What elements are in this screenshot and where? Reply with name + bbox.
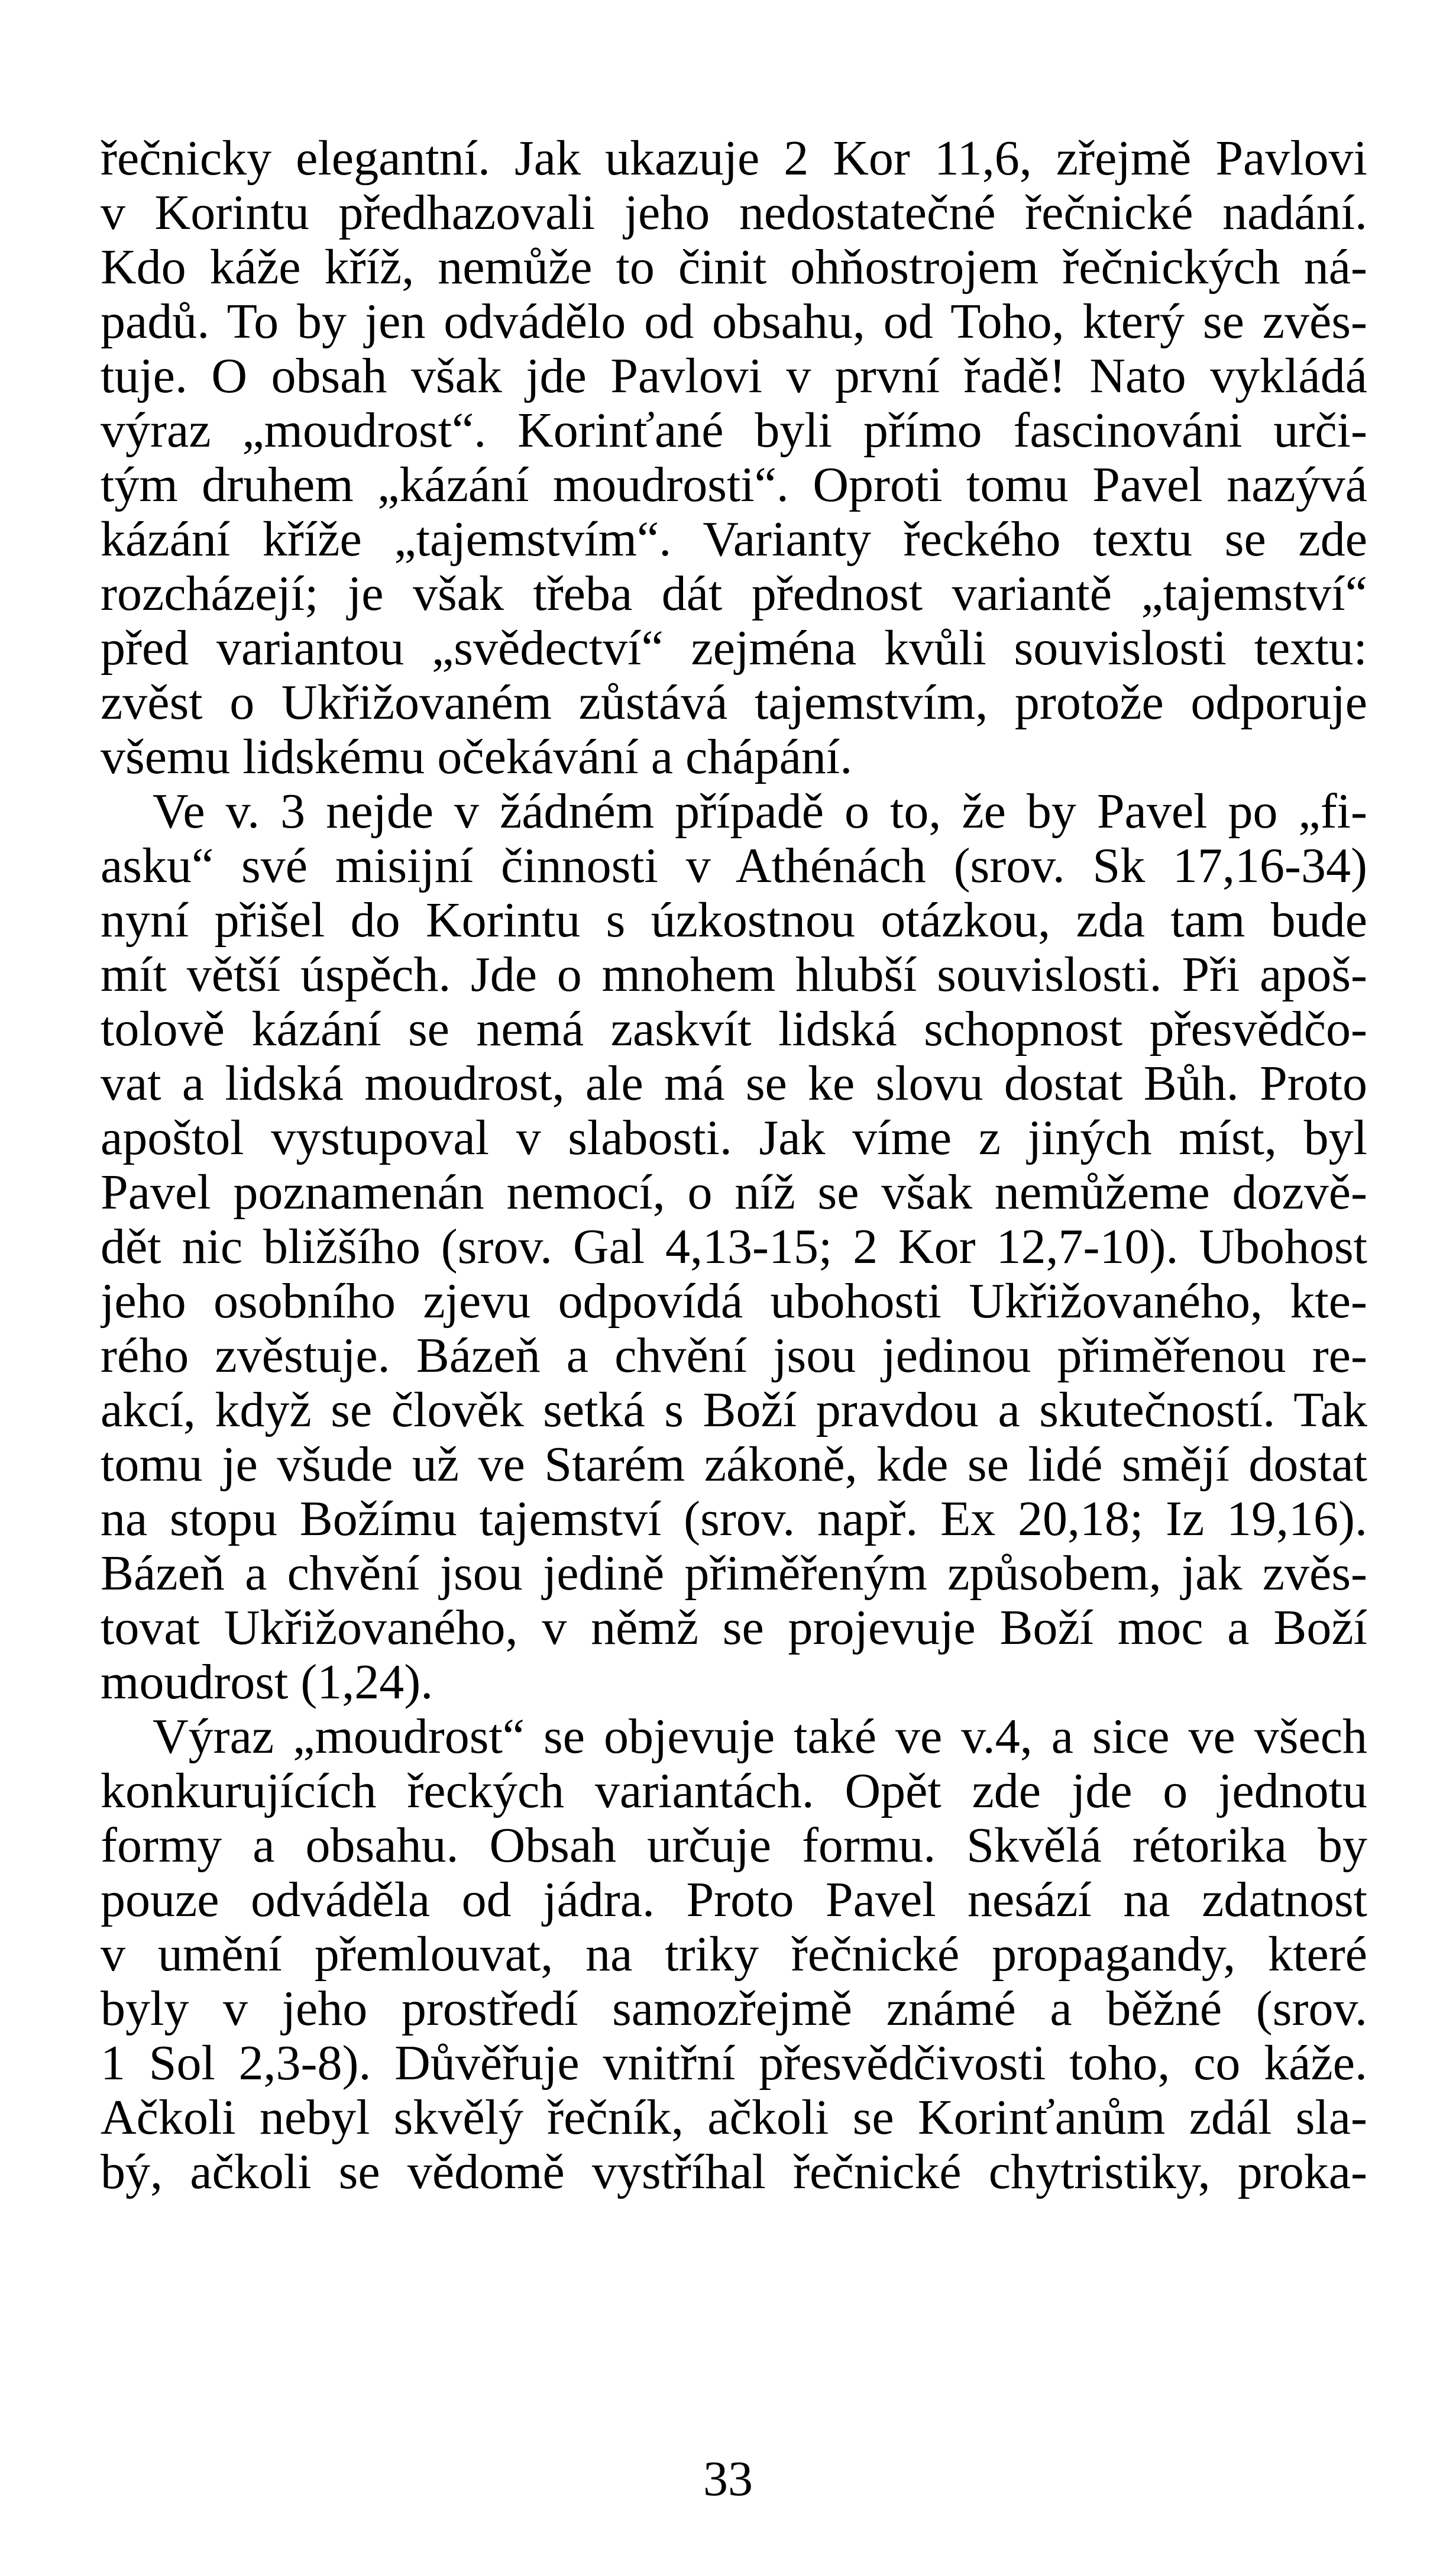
text-line: jeho osobního zjevu odpovídá ubohosti Ukřižovaného, kte- xyxy=(101,1274,1367,1329)
text-line: Ačkoli nebyl skvělý řečník, ačkoli se Korinťanům zdál sla- xyxy=(101,2091,1367,2145)
page-number: 33 xyxy=(703,2451,753,2506)
paragraph-end-line: všemu lidskému očekávání a chápání. xyxy=(101,730,853,784)
text-line: vat a lidská moudrost, ale má se ke slovu dostat Bůh. Proto xyxy=(101,1057,1367,1111)
text-line: pouze odváděla od jádra. Proto Pavel nesází na zdatnost xyxy=(101,1873,1367,1927)
text-line: Pavel poznamenán nemocí, o níž se však nemůžeme dozvě- xyxy=(101,1165,1367,1220)
text-line: rého zvěstuje. Bázeň a chvění jsou jedinou přiměřenou re- xyxy=(101,1329,1367,1383)
text-line: na stopu Božímu tajemství (srov. např. Ex 20,18; Iz 19,16). xyxy=(101,1492,1367,1546)
text-line: tuje. O obsah však jde Pavlovi v první řadě! Nato vykládá xyxy=(101,349,1367,403)
text-line: mít větší úspěch. Jde o mnohem hlubší souvislosti. Při apoš- xyxy=(101,948,1367,1002)
text-line: tolově kázání se nemá zaskvít lidská schopnost přesvědčo- xyxy=(101,1002,1367,1057)
text-line: tomu je všude už ve Starém zákoně, kde se lidé smějí dostat xyxy=(101,1437,1367,1492)
text-line: akcí, když se člověk setká s Boží pravdou a skutečností. Tak xyxy=(101,1383,1367,1437)
text-line: 1 Sol 2,3-8). Důvěřuje vnitřní přesvědčivosti toho, co káže. xyxy=(101,2036,1367,2091)
text-line: před variantou „svědectví“ zejména kvůli souvislosti textu: xyxy=(101,621,1367,676)
text-line: rozcházejí; je však třeba dát přednost variantě „tajemství“ xyxy=(101,567,1367,621)
body-text xyxy=(101,131,1367,2199)
paragraph-start-line: Výraz „moudrost“ se objevuje také ve v.4, a sice ve všech xyxy=(153,1710,1367,1764)
text-line: dět nic bližšího (srov. Gal 4,13-15; 2 Kor 12,7-10). Ubohost xyxy=(101,1220,1367,1274)
text-line: výraz „moudrost“. Korinťané byli přímo fascinováni urči- xyxy=(101,403,1367,458)
text-line: asku“ své misijní činnosti v Athénách (srov. Sk 17,16-34) xyxy=(101,839,1367,893)
text-line: apoštol vystupoval v slabosti. Jak víme z jiných míst, byl xyxy=(101,1111,1367,1165)
paragraph-start-line: Ve v. 3 nejde v žádném případě o to, že by Pavel po „fi- xyxy=(153,784,1367,839)
text-line: tovat Ukřižovaného, v němž se projevuje Boží moc a Boží xyxy=(101,1601,1367,1655)
text-line: kázání kříže „tajemstvím“. Varianty řeckého textu se zde xyxy=(101,512,1367,567)
text-line: konkurujících řeckých variantách. Opět zde jde o jednotu xyxy=(101,1764,1367,1818)
text-line: zvěst o Ukřižovaném zůstává tajemstvím, protože odporuje xyxy=(101,676,1367,730)
text-line: v umění přemlouvat, na triky řečnické propagandy, které xyxy=(101,1927,1367,1982)
text-line: nyní přišel do Korintu s úzkostnou otázkou, zda tam bude xyxy=(101,893,1367,948)
text-line: Kdo káže kříž, nemůže to činit ohňostrojem řečnických ná- xyxy=(101,240,1367,295)
text-line: byly v jeho prostředí samozřejmě známé a běžné (srov. xyxy=(101,1982,1367,2036)
text-line: formy a obsahu. Obsah určuje formu. Skvělá rétorika by xyxy=(101,1818,1367,1873)
text-line: Bázeň a chvění jsou jedině přiměřeným způsobem, jak zvěs- xyxy=(101,1546,1367,1601)
text-line: v Korintu předhazovali jeho nedostatečné řečnické nadání. xyxy=(101,186,1367,240)
text-line: řečnicky elegantní. Jak ukazuje 2 Kor 11,6, zřejmě Pavlovi xyxy=(101,131,1367,186)
text-line: bý, ačkoli se vědomě vystříhal řečnické chytristiky, proka- xyxy=(101,2145,1367,2199)
text-line: tým druhem „kázání moudrosti“. Oproti tomu Pavel nazývá xyxy=(101,458,1367,512)
paragraph-end-line: moudrost (1,24). xyxy=(101,1655,433,1710)
text-line: padů. To by jen odvádělo od obsahu, od Toho, který se zvěs- xyxy=(101,295,1367,349)
